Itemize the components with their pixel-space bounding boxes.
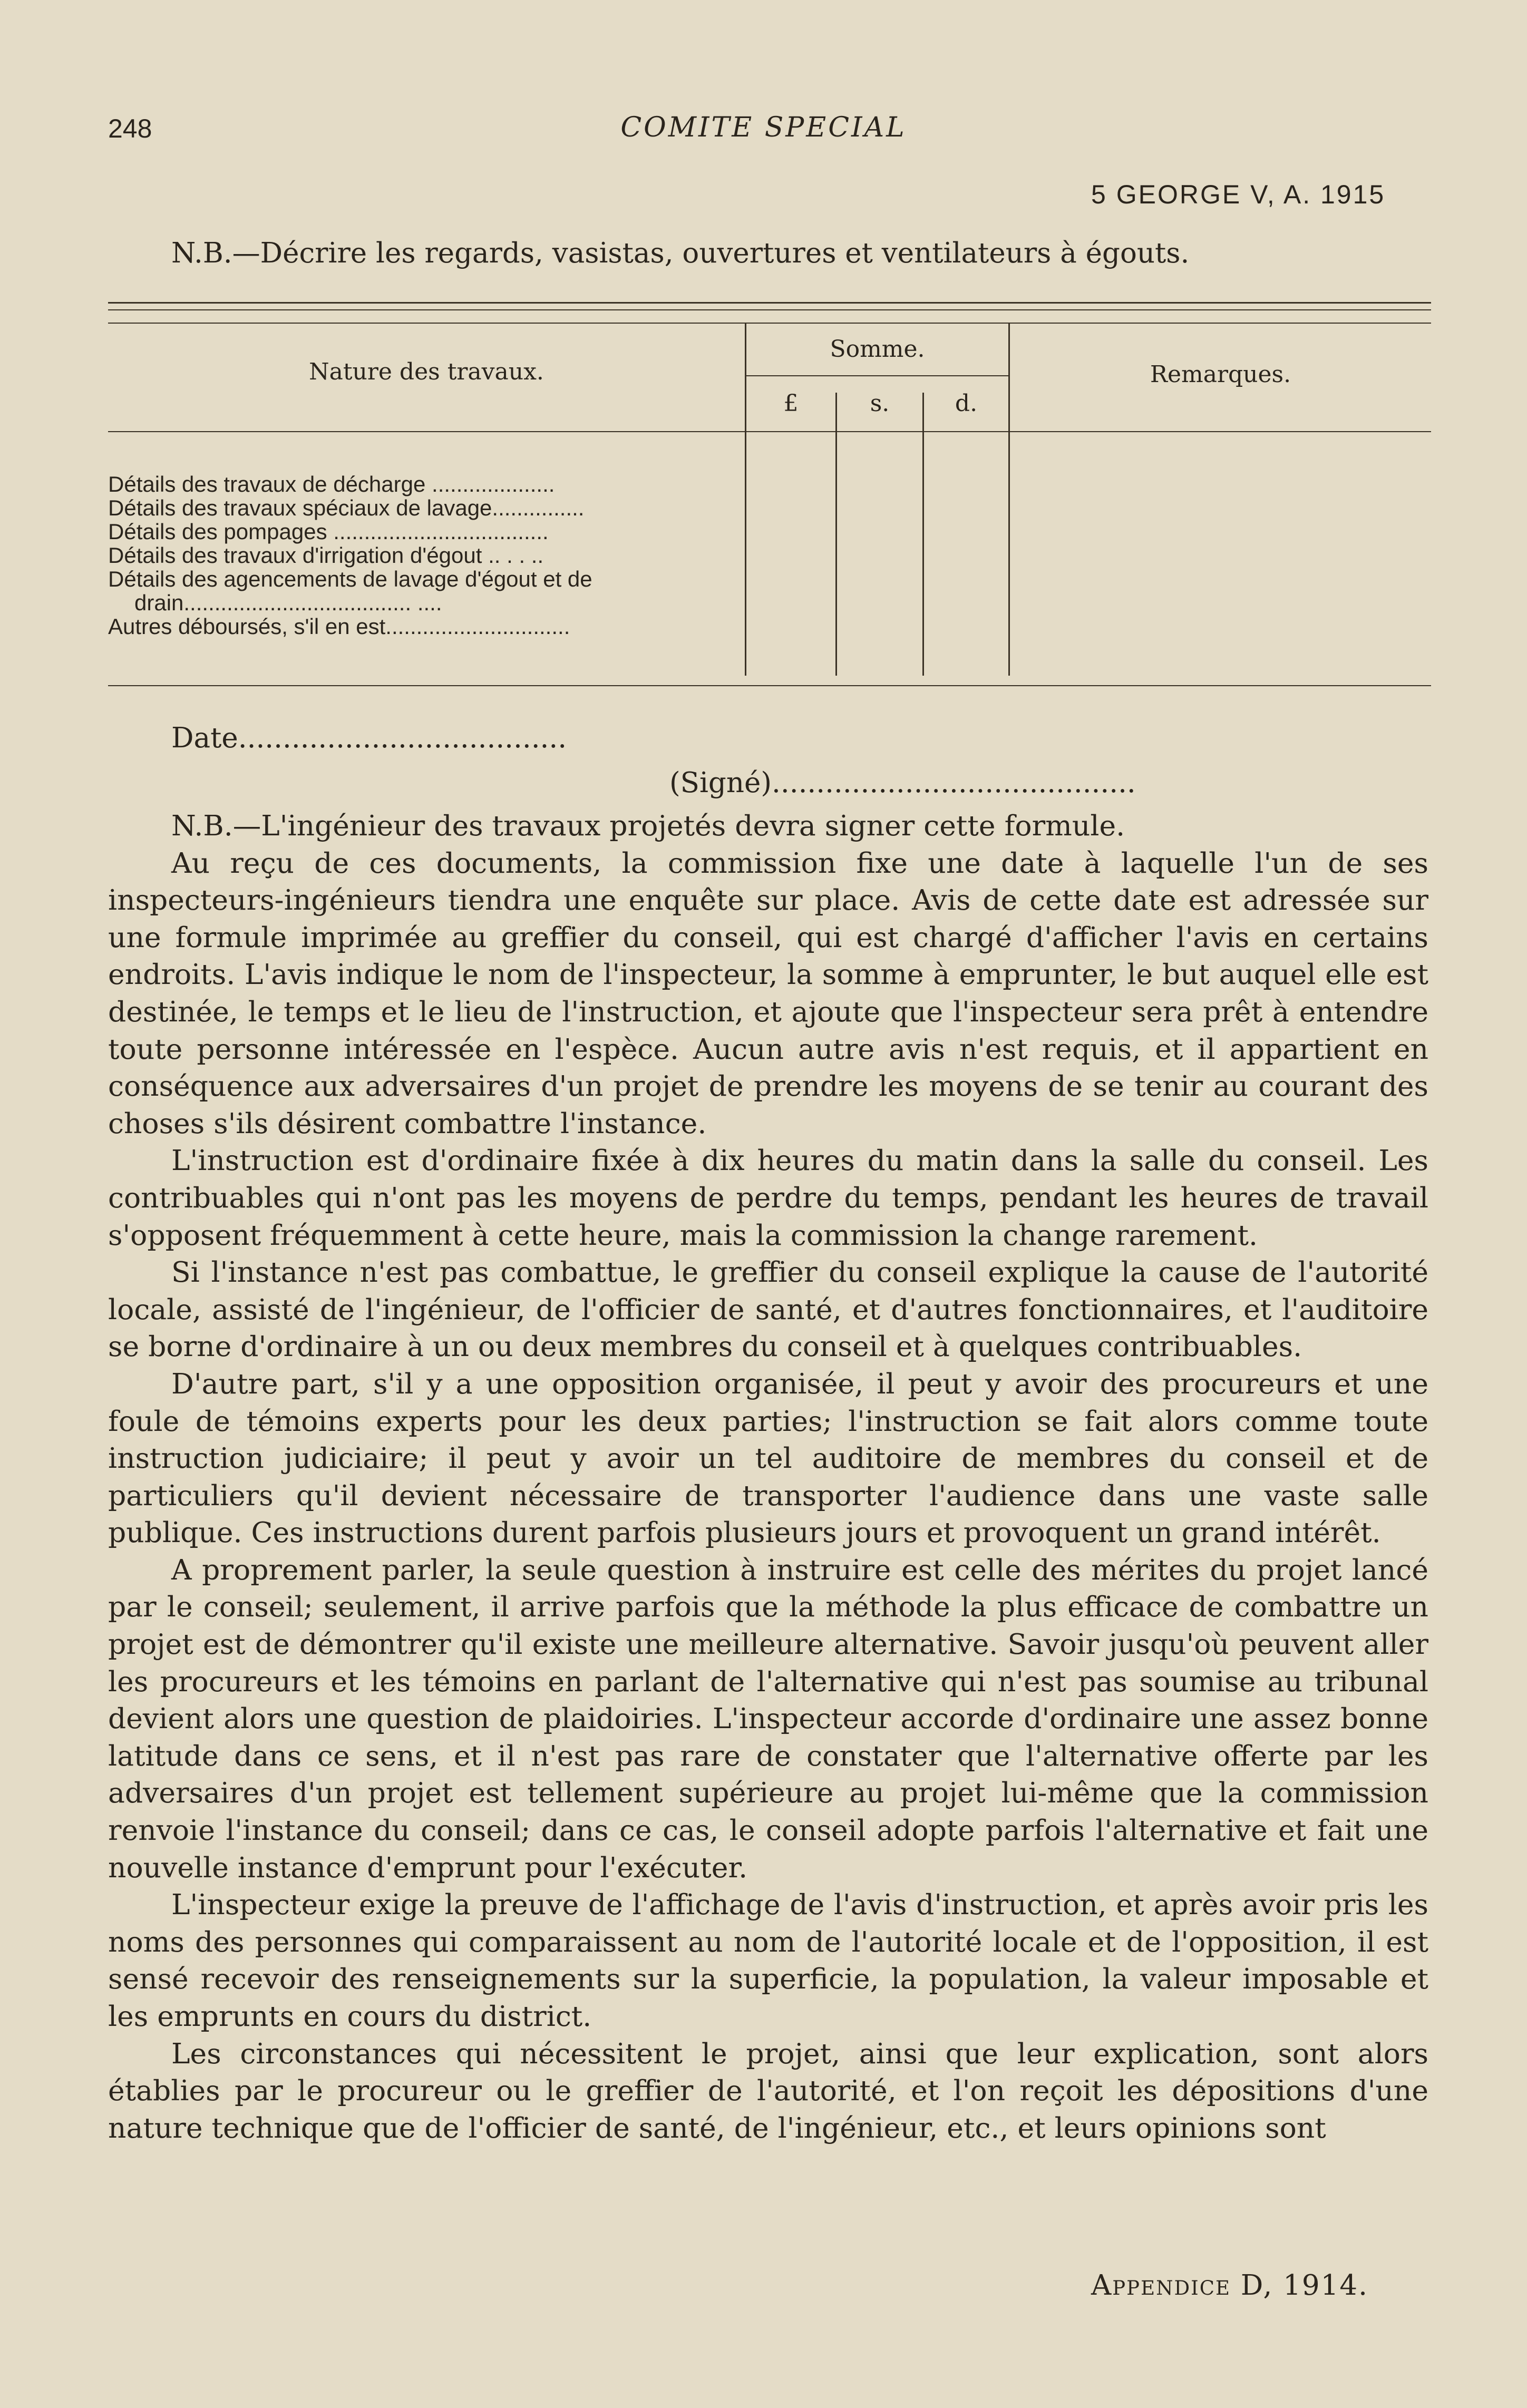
col-divider [835,393,837,676]
table-row: drain..................................... .... [134,590,442,615]
col-header-nature: Nature des travaux. [309,358,544,385]
table-top-rule-3 [108,323,1431,324]
paragraph: L'inspecteur exige la preuve de l'affichage de l'avis d'instruction, et après avoir pris les noms des personnes qui comparaissent au nom de l'autorité locale et de l'opposition, il est sensé recevoir des renseignements sur la superficie, la population, la valeur imposable et les emprunts en cours du district. [108,1888,1428,2033]
table-top-rule [108,302,1431,304]
table-row: Détails des agencements de lavage d'égout et de [108,567,592,591]
col-header-shilling: s. [870,390,890,417]
paragraph: Si l'instance n'est pas combattue, le greffier du conseil explique la cause de l'autorité locale, assisté de l'ingénieur, de l'officier de santé, et d'autres fonctionnaires, et l'auditoire se borne d'ordinaire à un ou deux membres du conseil et à quelques contribuables. [108,1255,1428,1363]
table-row: Autres déboursés, s'il en est.............................. [108,614,570,639]
col-header-somme: Somme. [830,336,925,363]
paragraph: Au reçu de ces documents, la commission fixe une date à laquelle l'un de ses inspecteurs-ingénieurs tiendra une enquête sur place. Avis de cette date est adressée sur une formule imprimée au greffier du conseil, qui est chargé d'afficher l'avis en certains endroits. L'avis indique le nom de l'inspecteur, la somme à emprunter, le but auquel elle est destinée, le temps et le lieu de l'instruction, et ajoute que l'inspecteur sera prêt à entendre toute personne intéressée en l'espèce. Aucun autre avis n'est requis, et il appartient en conséquence aux adversaires d'un projet de prendre les moyens de se tenir au courant des choses s'ils désirent combattre l'instance. [108,846,1428,1140]
col-header-pound: £ [783,390,799,417]
appendix-footer: Appendice D, 1914. [1091,2269,1368,2302]
paragraph: N.B.—L'ingénieur des travaux projetés devra signer cette formule. [171,809,1125,842]
session-line: 5 GEORGE V, A. 1915 [1091,180,1386,209]
table-bottom-rule [108,685,1431,686]
table-header-rule [108,431,1431,432]
paragraph: A proprement parler, la seule question à instruire est celle des mérites du projet lancé par le conseil; seulement, il arrive parfois que la méthode la plus efficace de combattre un projet est de démontrer qu'il existe une meilleure alternative. Savoir jusqu'où peuvent aller les procureurs et les témoins en parlant de l'alternative qui n'est pas soumise au tribunal devient alors une question de plaidoiries. L'inspecteur accorde d'ordinaire une assez bonne latitude dans ce sens, et il n'est pas rare de constater que l'alternative offerte par les adversaires d'un projet est tellement supérieure au projet lui-même que la commission renvoie l'instance du conseil; dans ce cas, le conseil adopte parfois l'alternative et fait une nouvelle instance d'emprunt pour l'exécuter. [108,1553,1428,1884]
somme-rule [746,375,1008,376]
col-header-remarques: Remarques. [1150,361,1291,388]
col-divider [922,393,924,676]
table-row: Détails des travaux d'irrigation d'égout .. . . .. [108,543,544,568]
table-row: Détails des travaux spéciaux de lavage............... [108,495,585,520]
table-row: Détails des travaux de décharge .................... [108,472,555,496]
date-line: Date..................................... [171,722,567,754]
table-top-rule-2 [108,309,1431,310]
running-head: COMITE SPECIAL [620,112,907,143]
paragraph: Les circonstances qui nécessitent le projet, ainsi que leur explication, sont alors établies par le procureur ou le greffier de l'autorité, et l'on reçoit les dépositions d'une nature technique que de l'officier de santé, de l'ingénieur, etc., et leurs opinions sont [108,2036,1428,2144]
page-number: 248 [108,114,152,143]
table-row: Détails des pompages ................................... [108,519,549,544]
paragraph: L'instruction est d'ordinaire fixée à dix heures du matin dans la salle du conseil. Les contribuables qui n'ont pas les moyens de perdre du temps, pendant les heures de travail s'opposent fréquemment à cette heure, mais la commission la change rarement. [108,1144,1428,1252]
col-header-pence: d. [955,390,978,417]
signature-line: (Signé)......................................... [669,767,1136,799]
body-text [108,807,1428,2147]
paragraph: D'autre part, s'il y a une opposition organisée, il peut y avoir des procureurs et une foule de témoins experts pour les deux parties; l'instruction se fait alors comme toute instruction judiciaire; il peut y avoir un tel auditoire de membres du conseil et de particuliers qu'il devient nécessaire de transporter l'audience dans une vaste salle publique. Ces instructions durent parfois plusieurs jours et provoquent un grand intérêt. [108,1367,1428,1549]
note-top: N.B.—Décrire les regards, vasistas, ouvertures et ventilateurs à égouts. [171,237,1190,269]
